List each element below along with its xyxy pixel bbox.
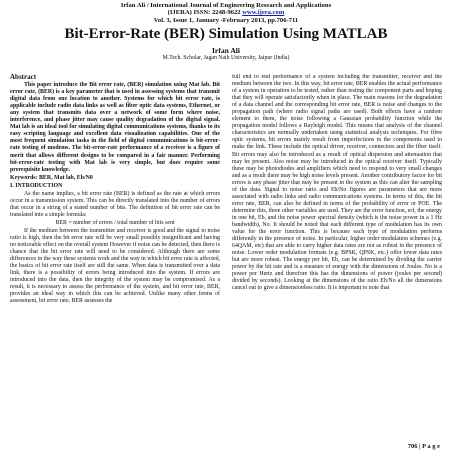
section-heading-introduction: I. INTRODUCTION — [10, 182, 63, 189]
left-column — [10, 74, 220, 444]
journal-header — [0, 2, 452, 24]
keywords: Keywords: BER, Mat lab, Eb/N0 — [10, 174, 93, 181]
right-column-paragraph: full end to end performance of a system including the transmitter, receiver and the medium between the two. In this way, bit error rate, BER enables the actual performance of a system in operation to be tested, rather than testing the component parts and hoping that they will operate satisfactorily when in place. The main reasons for the degradation of a data channel and the corresponding bit error rate, BER is noise and changes to the propagation path (where radio signal paths are used). Both effects have a random element to them, the noise following a Gaussian probability function while the propagation model follows a Rayleigh model. This means that analysis of the channel characteristics are normally undertaken using statistical analysis techniques. For fibre optic systems, bit errors mainly result from imperfections in the components used to make the link. These include the optical driver, receiver, connectors and the fiber itself. Bit errors may also be introduced as a result of optical dispersion and attenuation that may be present. Also noise may be introduced in the optical receiver itself. Typically these may be photodiodes and amplifiers which need to respond to very small changes and as a result there may be high noise levels present. Another contributory factor for bit errors is any phase jitter that may be present in the system as this can alter the sampling of the data. Signal to noise ratio and Eb/No figures are parameters that are more associated with radio links and radio communications systems. In terms of this, the bit error rate, BER, can also be defined in terms of the probability of error or POE. The determine this, three other variables are used. They are the error function, erf, the energy in one bit, Eb, and the noise power spectral density (which is the noise power in a 1 Hz bandwidth), No. It should be noted that each different type of modulation has its own value for the error function. This is because each type of modulation performs differently in the presence of noise. In particular, higher order modulation schemes (e.g. 64QAM, etc) that are able to carry higher data rates are not as robust in the presence of noise. Lower order modulation formats (e.g. BPSK, QPSK, etc.) offer lower data rates but are more robust. The energy per bit, Eb, can be determined by dividing the carrier power by the bit rate and is a measure of energy with the dimensions of Joules. No is a power per Hertz and therefore this has the dimensions of power (joules per second) divided by seconds). Looking at the dimensions of the ratio Eb/No all the dimensions cancel out to give a dimensionless ratio. It is important to note that — [232, 74, 442, 292]
author-name: Irfan Ali — [211, 46, 241, 56]
paper-title: Bit-Error-Rate (BER) Simulation Using MATLAB — [64, 26, 388, 43]
ber-equation: BER = number of errors / total number of bits sent — [55, 219, 175, 226]
journal-volume: Vol. 3, Issue 1, January -February 2013, pp.706-711 — [153, 16, 299, 24]
intro-paragraph-1: As the name implies, a bit error rate (BER) is defined as the rate at which errors occur in a transmission system. This can be directly translated into the number of errors that occur in a string of a stated number of bits. The definition of bit error rate can be translated into a simple formula: — [10, 190, 220, 218]
intro-paragraph-2: If the medium between the transmitter and receiver is good and the signal to noise ratio is high, then the bit error rate will be very small possibly insignificant and having no noticeable effect on the overall system However if noise can be detected, then there is chance that the bit error rate will need to be considered. Although there are some differences in the way these systems work and the way in which bit error rate is affected, the basics of bit error rate itself are still the same. When data is transmitted over a data link, there is a possibility of errors being introduced into the system. If errors are introduced into the data, then the integrity of the system may be compromised. As a result, it is necessary to assess the performance of the system, and bit error rate, BER, provides an ideal way in which this can be achieved. Unlike many other forms of assessment, bit error rate, BER assesses the — [10, 227, 220, 305]
journal-name: Irfan Ali / International Journal of Engineering Research and Applications — [120, 2, 332, 9]
abstract-heading: Abstract — [10, 74, 37, 81]
page-number: 706 | P a g e — [407, 443, 440, 450]
journal-url-link[interactable]: www.ijera.com — [242, 9, 285, 17]
author-affiliation: M.Tech. Scholar, Jagan Nath University, Jaipur (India) — [162, 55, 290, 62]
right-column — [232, 74, 442, 444]
abstract-text: This paper introduce the Bit error rate, (BER) simulation using Mat lab. Bit error rate, (BER) is a key parameter that is used in assessing systems that transmit digital data from one location to another. Systems for which bit error rate, is applicable include radio data links as well as fiber optic data systems, Ethernet, or any system that transmits data over a network of some form where noise, interference, and phase jitter may cause quality degradation of the digital signal. Mat lab is an ideal tool for simulating digital communications systems, thanks to its easy scripting language and excellent data visualization capabilities. One of the most frequent simulation tasks in the field of digital communications is bit-error-rate testing of modems. The bit-error-rate performance of a receiver is a figure of merit that allows different designs to be compared in a fair manner. Performing bit-error-rate testing with Mat lab is very simple, but does require some prerequisite knowledge. — [10, 82, 220, 173]
journal-issn-line — [0, 9, 452, 16]
two-column-body — [10, 74, 442, 444]
journal-issn: (IJERA) ISSN: 2248-9622 — [167, 9, 243, 17]
